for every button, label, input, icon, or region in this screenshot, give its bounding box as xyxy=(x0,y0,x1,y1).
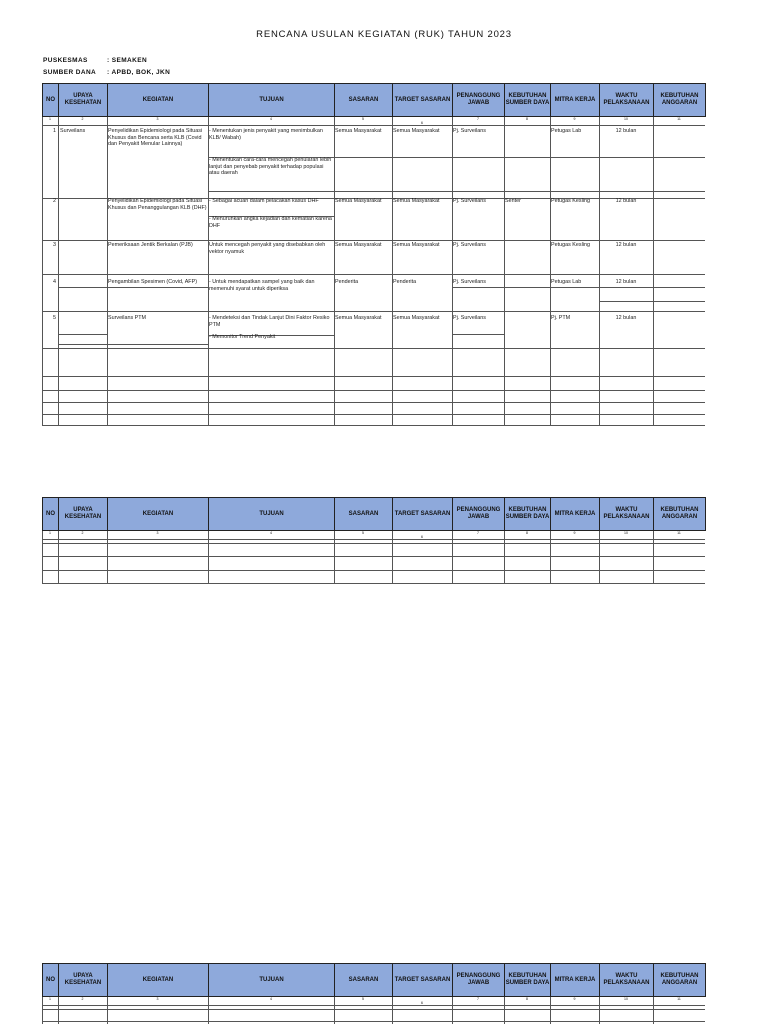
column-number-kegiatan: 3 xyxy=(156,117,159,121)
header-tujuan: TUJUAN xyxy=(208,83,335,117)
row-divider xyxy=(42,390,705,391)
cell-target-sasaran: Semua Masyarakat xyxy=(393,128,440,134)
cell-sasaran: Semua Masyarakat xyxy=(335,315,382,321)
header-tujuan: TUJUAN xyxy=(208,497,335,531)
cell-sasaran: Penderita xyxy=(335,279,359,285)
column-number-sasaran: 5 xyxy=(362,531,364,535)
row-divider xyxy=(42,583,705,584)
cell-waktu-pelaksanaan: 12 bulan xyxy=(615,315,637,321)
cell-target-sasaran: Semua Masyarakat xyxy=(393,198,440,204)
column-number-waktu: 10 xyxy=(624,997,628,1001)
header-mitra: MITRA KERJA xyxy=(550,497,600,531)
cell-mitra-kerja: Petugas Lab xyxy=(551,279,582,285)
column-number-pj: 7 xyxy=(477,997,479,1001)
column-divider xyxy=(42,117,43,425)
row-divider xyxy=(42,425,705,426)
column-divider xyxy=(334,117,335,425)
header-sumber-daya: KEBUTUHAN SUMBER DAYA xyxy=(504,83,551,117)
header-sasaran: SASARAN xyxy=(334,497,393,531)
header-pj: PENANGGUNG JAWAB xyxy=(452,963,505,997)
cell-mitra-kerja: Pj. PTM xyxy=(551,315,571,321)
row-divider xyxy=(58,334,107,335)
column-number-anggaran: 11 xyxy=(677,117,681,121)
column-divider xyxy=(550,117,551,425)
column-number-sumber-daya: 8 xyxy=(526,531,528,535)
column-number-no: 1 xyxy=(49,117,51,121)
row-divider xyxy=(42,556,705,557)
column-divider xyxy=(208,997,209,1024)
cell-penanggung-jawab: Pj. Surveilans xyxy=(453,242,486,248)
cell-no: 1 xyxy=(53,128,56,134)
column-divider xyxy=(334,997,335,1024)
header-no: NO xyxy=(42,83,59,117)
row-divider xyxy=(58,344,208,345)
row-divider xyxy=(42,125,705,126)
row-divider xyxy=(42,402,705,403)
header-kegiatan: KEGIATAN xyxy=(107,963,209,997)
cell-tujuan: - Menentukan cara-cara mencegah penularan lebih lanjut dan penyebab penyakit terhadap populasi atau daerah xyxy=(209,157,332,177)
row-divider xyxy=(42,570,705,571)
cell-penanggung-jawab: Pj. Surveilans xyxy=(453,279,486,285)
cell-tujuan: Untuk mencegah penyakit yang disebabkan oleh vektor nyamuk xyxy=(209,242,326,255)
cell-kegiatan: Penyelidikan Epidemiologi pada Situasi Khusus dan Penanggulangan KLB (DHF) xyxy=(108,198,207,211)
cell-sasaran: Semua Masyarakat xyxy=(335,128,382,134)
column-number-no: 1 xyxy=(49,531,51,535)
cell-tujuan: - Mendeteksi dan Tindak Lanjut Dini Faktor Resiko PTM xyxy=(209,315,330,328)
header-waktu: WAKTU PELAKSANAAN xyxy=(599,497,654,531)
row-divider xyxy=(42,414,705,415)
cell-target-sasaran: Semua Masyarakat xyxy=(393,242,440,248)
puskesmas-line xyxy=(43,57,147,64)
row-divider xyxy=(42,1009,705,1010)
column-number-tujuan: 4 xyxy=(270,997,272,1001)
header-upaya: UPAYA KESEHATAN xyxy=(58,963,108,997)
cell-penanggung-jawab: Pj. Surveilans xyxy=(453,198,486,204)
column-number-pj: 7 xyxy=(477,531,479,535)
cell-mitra-kerja: Petugas Lab xyxy=(551,128,582,134)
row-divider xyxy=(42,543,705,544)
column-number-mitra: 9 xyxy=(573,997,576,1001)
sumber-dana-label: SUMBER DANA xyxy=(43,69,97,76)
column-number-target: 6 xyxy=(421,535,423,539)
header-sumber-daya: KEBUTUHAN SUMBER DAYA xyxy=(504,963,551,997)
row-divider xyxy=(452,287,705,288)
header-waktu: WAKTU PELAKSANAAN xyxy=(599,83,654,117)
column-number-mitra: 9 xyxy=(573,531,576,535)
row-divider xyxy=(452,334,504,335)
cell-target-sasaran: Penderita xyxy=(393,279,417,285)
header-no: NO xyxy=(42,497,59,531)
cell-sasaran: Semua Masyarakat xyxy=(335,198,382,204)
column-number-no: 1 xyxy=(49,997,51,1001)
column-number-pj: 7 xyxy=(477,117,479,121)
cell-sasaran: Semua Masyarakat xyxy=(335,242,382,248)
cell-upaya-kesehatan: Surveilans xyxy=(60,128,86,134)
header-anggaran: KEBUTUHAN ANGGARAN xyxy=(653,963,706,997)
column-divider xyxy=(653,997,654,1024)
column-divider xyxy=(599,997,600,1024)
column-number-sumber-daya: 8 xyxy=(526,117,528,121)
row-divider xyxy=(42,376,705,377)
cell-tujuan: - Memonitor Trend Penyakit xyxy=(209,334,276,340)
cell-kegiatan: Pemeriksaan Jentik Berkalan (PJB) xyxy=(108,242,193,248)
header-target: TARGET SASARAN xyxy=(392,497,453,531)
column-number-kegiatan: 3 xyxy=(156,997,159,1001)
column-number-tujuan: 4 xyxy=(270,117,272,121)
column-divider xyxy=(504,997,505,1024)
cell-mitra-kerja: Petugas Kesling xyxy=(551,198,590,204)
header-sasaran: SASARAN xyxy=(334,83,393,117)
column-number-mitra: 9 xyxy=(573,117,576,121)
header-mitra: MITRA KERJA xyxy=(550,963,600,997)
column-divider xyxy=(550,997,551,1024)
cell-tujuan: - Untuk mendapatkan sampel yang baik dan memenuhi syarat untuk diperiksa xyxy=(209,279,315,292)
cell-no: 5 xyxy=(53,315,56,321)
cell-waktu-pelaksanaan: 12 bulan xyxy=(615,242,637,248)
header-kegiatan: KEGIATAN xyxy=(107,83,209,117)
column-number-sumber-daya: 8 xyxy=(526,997,528,1001)
column-number-anggaran: 11 xyxy=(677,531,681,535)
header-pj: PENANGGUNG JAWAB xyxy=(452,83,505,117)
column-divider xyxy=(58,997,59,1024)
cell-no: 3 xyxy=(53,242,56,248)
cell-penanggung-jawab: Pj. Surveilans xyxy=(453,128,486,134)
cell-tujuan: - Menurunkan angka kejadian dan kematian karena DHF xyxy=(209,216,332,229)
row-divider xyxy=(58,287,208,288)
header-target: TARGET SASARAN xyxy=(392,963,453,997)
column-number-upaya: 2 xyxy=(81,997,84,1001)
header-anggaran: KEBUTUHAN ANGGARAN xyxy=(653,83,706,117)
puskesmas-value: : SEMAKEN xyxy=(107,57,148,64)
cell-kegiatan: Penyelidikan Epidemiologi pada Situasi Khusus dan Bencana serta KLB (Covid dan Penyakit Menular Lainnya) xyxy=(108,128,203,148)
row-divider xyxy=(42,311,705,312)
cell-waktu-pelaksanaan: 12 bulan xyxy=(615,128,637,134)
row-divider xyxy=(42,1021,705,1022)
row-divider xyxy=(599,301,705,302)
column-divider xyxy=(107,117,108,425)
sumber-dana-line xyxy=(43,69,170,76)
column-number-kegiatan: 3 xyxy=(156,531,159,535)
row-divider xyxy=(42,539,705,540)
header-sasaran: SASARAN xyxy=(334,963,393,997)
sumber-dana-value: : APBD, BOK, JKN xyxy=(107,69,171,76)
document-title: RENCANA USULAN KEGIATAN (RUK) TAHUN 2023 xyxy=(256,29,512,40)
header-anggaran: KEBUTUHAN ANGGARAN xyxy=(653,497,706,531)
column-divider xyxy=(42,997,43,1024)
header-waktu: WAKTU PELAKSANAAN xyxy=(599,963,654,997)
cell-tujuan: - Sebagai acuan dalam pelacakan kasus DHF xyxy=(209,198,319,204)
header-kegiatan: KEGIATAN xyxy=(107,497,209,531)
row-divider xyxy=(208,191,705,192)
column-divider xyxy=(452,997,453,1024)
column-divider xyxy=(58,117,59,425)
cell-no: 4 xyxy=(53,279,56,285)
column-divider xyxy=(107,997,108,1024)
header-pj: PENANGGUNG JAWAB xyxy=(452,497,505,531)
cell-kegiatan: Surveilans PTM xyxy=(108,315,147,321)
header-upaya: UPAYA KESEHATAN xyxy=(58,83,108,117)
cell-no: 2 xyxy=(53,198,56,204)
cell-waktu-pelaksanaan: 12 bulan xyxy=(615,279,637,285)
row-divider xyxy=(42,240,705,241)
column-number-upaya: 2 xyxy=(81,531,84,535)
cell-mitra-kerja: Petugas Kesling xyxy=(551,242,590,248)
column-number-anggaran: 11 xyxy=(677,997,681,1001)
column-divider xyxy=(504,117,505,425)
row-divider xyxy=(42,1005,705,1006)
cell-penanggung-jawab: Pj. Surveilans xyxy=(453,315,486,321)
row-divider xyxy=(42,274,705,275)
cell-kegiatan: Pengambilan Spesimen (Covid, AFP) xyxy=(108,279,197,285)
puskesmas-label: PUSKESMAS xyxy=(43,57,88,64)
column-number-sasaran: 5 xyxy=(362,997,364,1001)
column-number-tujuan: 4 xyxy=(270,531,272,535)
header-tujuan: TUJUAN xyxy=(208,963,335,997)
column-number-waktu: 10 xyxy=(624,531,628,535)
column-divider xyxy=(392,997,393,1024)
header-mitra: MITRA KERJA xyxy=(550,83,600,117)
cell-tujuan: - Menentukan jenis penyakit yang menimbulkan KLB/ Wabah) xyxy=(209,128,323,141)
cell-kebutuhan-sumber-daya: Senter xyxy=(505,198,521,204)
cell-waktu-pelaksanaan: 12 bulan xyxy=(615,198,637,204)
header-sumber-daya: KEBUTUHAN SUMBER DAYA xyxy=(504,497,551,531)
column-number-target: 6 xyxy=(421,1001,423,1005)
cell-target-sasaran: Semua Masyarakat xyxy=(393,315,440,321)
column-divider xyxy=(392,117,393,425)
row-divider xyxy=(42,348,705,349)
column-divider xyxy=(452,117,453,425)
column-divider xyxy=(653,117,654,425)
column-number-waktu: 10 xyxy=(624,117,628,121)
column-number-sasaran: 5 xyxy=(362,117,364,121)
header-target: TARGET SASARAN xyxy=(392,83,453,117)
column-number-target: 6 xyxy=(421,121,423,125)
header-no: NO xyxy=(42,963,59,997)
column-divider xyxy=(599,117,600,425)
header-upaya: UPAYA KESEHATAN xyxy=(58,497,108,531)
column-number-upaya: 2 xyxy=(81,117,84,121)
